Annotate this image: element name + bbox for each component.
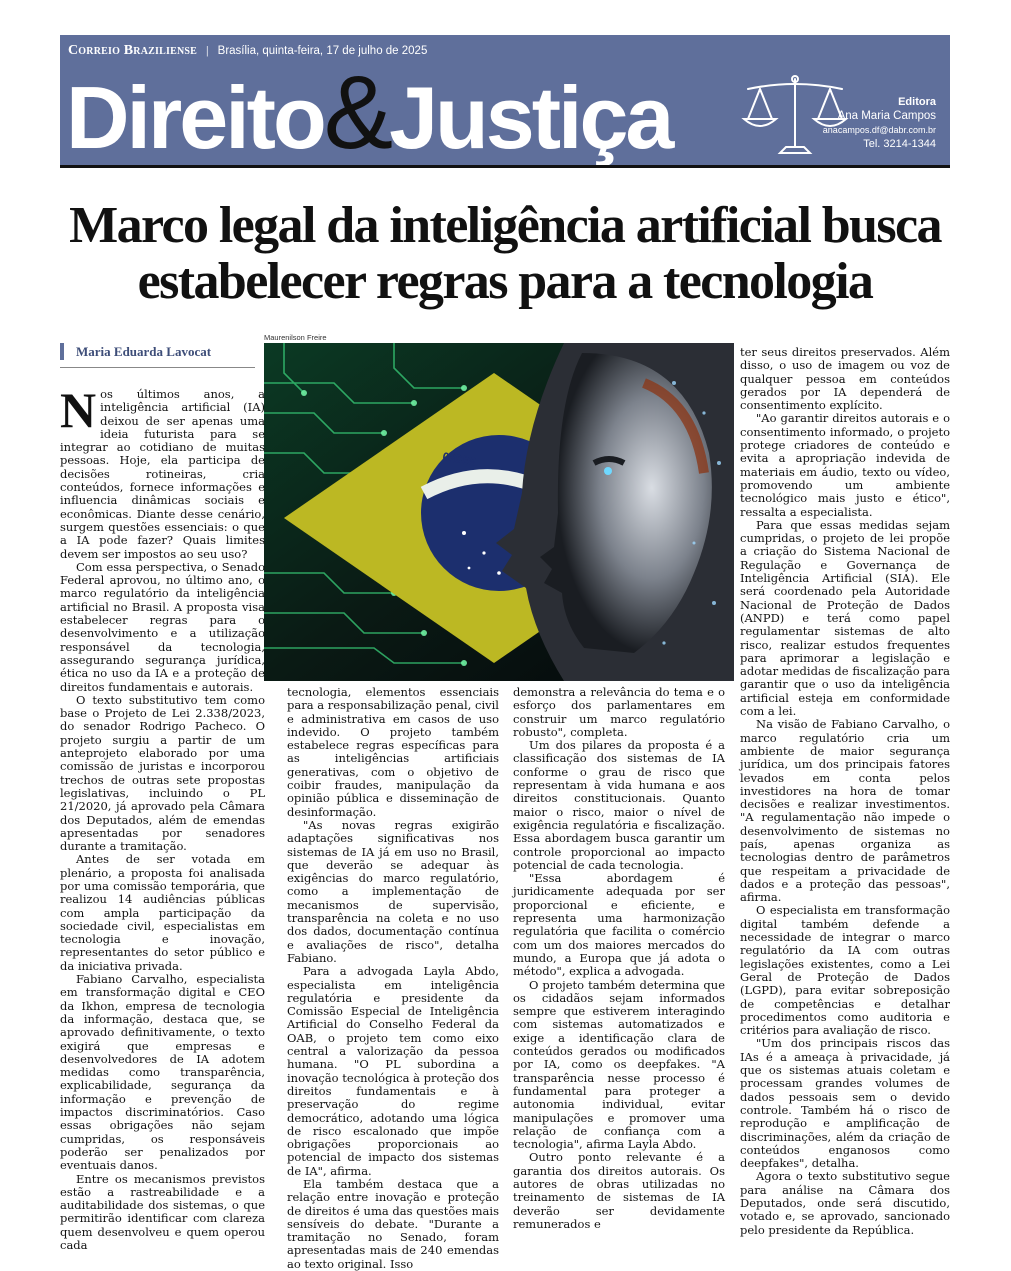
- body-paragraph: Entre os mecanismos previstos estão a rastreabilidade e a auditabilidade dos sistemas, o que permitirão identificar com clareza quem desenvolveu e quem operou cada: [60, 1171, 265, 1252]
- body-paragraph: O texto substitutivo tem como base o Projeto de Lei 2.338/2023, do senador Rodrigo Pacheco. O projeto surgiu a partir de um anteprojeto elaborado por uma comissão de juristas e incorporou trechos de outras sete propostas legislativas, incluindo o PL 21/2020, já aprovado pela Câmara dos Deputados, além de emendas apresentadas por senadores durante a tramitação.: [60, 692, 265, 854]
- edition-date: Brasília, quinta-feira, 17 de julho de 2025: [217, 45, 428, 57]
- article-column-3: [513, 686, 725, 1231]
- photo-credit: Maurenilson Freire: [264, 333, 327, 342]
- byline-accent-bar: [60, 343, 64, 360]
- body-paragraph: Agora o texto substitutivo segue para análise na Câmara dos Deputados, onde será discutido, votado e, se aprovado, sancionado pelo presidente da República.: [740, 1169, 950, 1237]
- section-title: [66, 55, 672, 165]
- body-paragraph: Antes de ser votada em plenário, a proposta foi analisada por uma comissão temporária, que realizou 14 audiências públicas com ampla participação da sociedade civil, especialistas em tecnologia e inovação, representantes do setor público e da iniciativa privada.: [60, 852, 265, 973]
- editor-name: Ana Maria Campos: [837, 110, 936, 122]
- body-paragraph: "Essa abordagem é juridicamente adequada por ser proporcional e eficiente, e representa uma harmonização regulatória que facilita o comércio com um dos maiores mercados do mundo, a Europa que já adota o método", explica a advogada.: [513, 871, 725, 979]
- lead-paragraph: [60, 382, 265, 561]
- section-title-ampersand: &: [323, 55, 390, 165]
- ai-brazil-flag-illustration: [264, 343, 734, 681]
- article-byline: Maria Eduarda Lavocat: [76, 344, 212, 359]
- body-paragraph: O especialista em transformação digital também defende a necessidade de integrar o marco regulatório da IA com outras legislações existentes, como a Lei Geral de Proteção de Dados (LGPD), para evitar sobreposição de competências e detalhar procedimentos como auditoria e critérios para avaliação de risco.: [740, 903, 950, 1038]
- editor-block: [823, 95, 936, 151]
- newspaper-name[interactable]: Correio Braziliense: [68, 43, 197, 58]
- editor-phone: Tel. 3214-1344: [863, 138, 936, 150]
- body-paragraph: Para que essas medidas sejam cumpridas, o projeto de lei propõe a criação do Sistema Nacional de Regulação e Governança de Inteligência Artificial (SIA). Ele será coordenado pela Autoridade Nacional de Proteção de Dados (ANPD) e terá como papel regulamentar sistemas de alto risco, realizar estudos frequentes para aprimorar a legislação e adotar medidas de fiscalização para garantir que o uso da inteligência artificial esteja em conformidade com a lei.: [740, 517, 950, 719]
- body-paragraph: Para a advogada Layla Abdo, especialista em inteligência regulatória e presidente da Comissão Especial de Inteligência Artificial do Conselho Federal da OAB, o projeto tem como eixo central a valorização da pessoa humana. "O PL subordina a inovação tecnológica à proteção dos direitos fundamentais e à preservação do regime democrático, adotando uma lógica de risco escalonado que impõe obrigações proporcionais ao potencial de impacto dos sistemas de IA", afirma.: [287, 964, 499, 1178]
- masthead: [60, 35, 950, 165]
- byline-divider: [60, 367, 255, 368]
- body-paragraph: Com essa perspectiva, o Senado Federal aprovou, no último ano, o marco regulatório da inteligência artificial no Brasil. A proposta visa estabelecer regras para o desenvolvimento e a utilização responsável da tecnologia, assegurando segurança jurídica, ética no uso da IA e a proteção de direitos fundamentais e autorais.: [60, 559, 265, 694]
- editor-email[interactable]: anacampos.df@dabr.com.br: [822, 125, 936, 135]
- article-column-2: [287, 686, 499, 1271]
- body-paragraph: tecnologia, elementos essenciais para a responsabilização penal, civil e administrativa em casos de uso indevido. O projeto também estabelece regras específicas para as inteligências artificiais generativas, com o objetivo de coibir fraudes, manipulação da opinião pública e disseminação de desinformação.: [287, 685, 499, 819]
- editor-role: Editora: [898, 96, 936, 108]
- body-paragraph: Fabiano Carvalho, especialista em transformação digital e CEO da Ikhon, empresa de tecnologia da informação, destaca que, se aprovado definitivamente, o texto exigirá que empresas e desenvolvedores de IA adotem medidas como transparência, explicabilidade, segurança da informação e prevenção de impactos discriminatórios. Caso essas obrigações não sejam cumpridas, os responsáveis poderão ser penalizados por eventuais danos.: [60, 972, 265, 1173]
- body-paragraph: "Ao garantir direitos autorais e o consentimento informado, o projeto protege criadores de conteúdo e evita a apropriação indevida de materiais em áudio, texto ou vídeo, promovendo um ambiente tecnológico mais justo e ético", ressalta a especialista.: [740, 411, 950, 519]
- body-paragraph: ter seus direitos preservados. Além disso, o uso de imagem ou voz de qualquer pessoa em conteúdos gerados por IA dependerá de consentimento explícito.: [740, 345, 950, 413]
- lead-paragraph-text: os últimos anos, a inteligência artificial (IA) deixou de ser apenas uma ideia futurista para se integrar ao cotidiano de muitas pessoas. Hoje, ela participa de decisões rotineiras, cria conteúdos, fornece informações e influencia dinâmicas sociais e econômicas. Diante desse cenário, surgem questões essenciais: o que a IA pode fazer? Quais limites devem ser impostos ao seu uso?: [60, 387, 265, 561]
- body-paragraph: Um dos pilares da proposta é a classificação dos sistemas de IA conforme o grau de risco que representam à vida humana e aos direitos constitucionais. Quanto maior o risco, maior o nível de exigência regulatória e fiscalização. Essa abordagem busca garantir um controle proporcional ao impacto potencial de cada tecnologia.: [513, 738, 725, 872]
- body-paragraph: Ela também destaca que a relação entre inovação e proteção de direitos é uma das questões mais sensíveis do debate. "Durante a tramitação no Senado, foram apresentadas mais de 240 emendas ao texto original. Isso: [287, 1176, 499, 1271]
- body-paragraph: "Um dos principais riscos das IAs é a ameaça à privacidade, já que os sistemas atuais coletam e processam grandes volumes de dados pessoais sem o devido controle. Também há o risco de reprodução e amplificação de discriminações, além da criação de conteúdos enganosos como deepfakes", detalha.: [740, 1036, 950, 1171]
- flag-motto: ORDEM: [441, 450, 477, 469]
- masthead-separator: |: [206, 43, 209, 57]
- body-paragraph: "As novas regras exigirão adaptações significativas nos sistemas de IA já em uso no Brasil, que deverão se adequar às exigências do marco regulatório, como a implementação de mecanismos de supervisão, transparência na coleta e no uso dos dados, documentação contínua e avaliações de risco", detalha Fabiano.: [287, 817, 499, 965]
- article-column-4: [740, 346, 950, 1237]
- section-title-word2: Justiça: [389, 68, 672, 165]
- article-headline: Marco legal da inteligência artificial busca estabelecer regras para a tecnologia: [69, 197, 941, 310]
- masthead-rule: [60, 165, 950, 168]
- body-paragraph: demonstra a relevância do tema e o esforço dos parlamentares em construir um marco regulatório robusto", completa.: [513, 685, 725, 739]
- drop-cap: N: [60, 382, 97, 438]
- body-paragraph: Na visão de Fabiano Carvalho, o marco regulatório cria um ambiente de maior segurança jurídica, um dos principais fatores levados em conta pelos investidores na hora de tomar decisões e realizar investimentos. "A regulamentação não impede o desenvolvimento de sistemas no país, apenas organiza as tecnologias dentro de parâmetros que respeitam a privacidade de dados e a proteção das pessoas", afirma.: [740, 717, 950, 905]
- body-paragraph: Outro ponto relevante é a garantia dos direitos autorais. Os autores de obras utilizadas no treinamento de sistemas de IA deverão ser devidamente remunerados e: [513, 1150, 725, 1231]
- article-column-1: [60, 382, 265, 1252]
- article-illustration: [264, 343, 734, 681]
- body-paragraph: O projeto também determina que os cidadãos sejam informados sempre que estiverem interagindo com sistemas automatizados e exige a identificação clara de conteúdos gerados ou modificados por IA, como os deepfakes. "A transparência nesse processo é fundamental para proteger a autonomia individual, evitar manipulações e promover uma relação de confiança com a tecnologia", afirma Layla Abdo.: [513, 977, 725, 1152]
- section-title-word1: Direito: [66, 68, 324, 165]
